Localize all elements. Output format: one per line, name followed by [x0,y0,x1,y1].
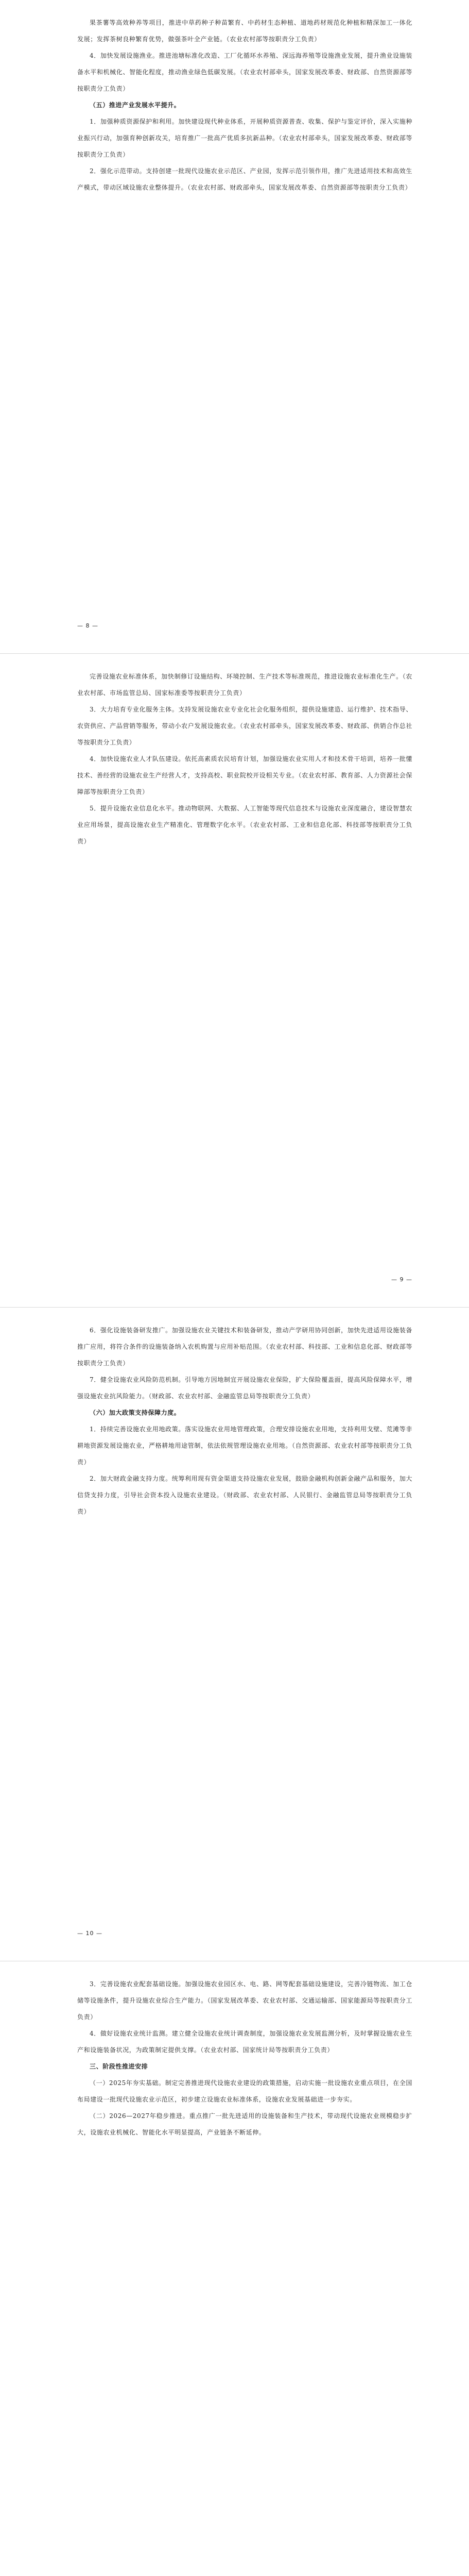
page-number: — 10 — [77,1930,102,1937]
paragraph: （一）2025年夯实基础。制定完善推进现代设施农业建设的政策措施，启动实施一批设施农业重点项目，在全国布局建设一批现代设施农业示范区，初步建立设施农业标准体系，设施农业发展基础进一步夯实。 [77,2079,412,2103]
paragraph: 6．强化设施装备研发推广。加强设施农业关键技术和装备研发，推动产学研用协同创新，加快先进适用设施装备推广应用，将符合条件的设施装备纳入农机购置与应用补贴范围。（农业农村部、科技部、工业和信息化部、财政部等按职责分工负责） [77,1327,412,1367]
paragraph: 完善设施农业标准体系，加快制修订设施结构、环境控制、生产技术等标准规范，推进设施农业标准化生产。（农业农村部、市场监管总局、国家标准委等按职责分工负责） [77,673,412,697]
paragraph: 5．提升设施农业信息化水平。推动物联网、大数据、人工智能等现代信息技术与设施农业深度融合，建设智慧农业应用场景，提高设施农业生产精准化、管理数字化水平。（农业农村部、工业和信息化部、科技部等按职责分工负责） [77,805,412,845]
paragraph: 4．加快设施农业人才队伍建设。依托高素质农民培育计划，加强设施农业实用人才和技术骨干培训，培养一批懂技术、善经营的设施农业生产经营人才，支持高校、职业院校开设相关专业。（农业农村部、教育部、人力资源社会保障部等按职责分工负责） [77,755,412,795]
page-number-value: 9 [399,1276,404,1283]
section-heading: （五）推进产业发展水平提升。 [90,101,181,109]
document-page [0,1961,469,2576]
page-body [77,668,412,850]
paragraph: 7．健全设施农业风险防范机制。引导地方因地制宜开展设施农业保险，扩大保险覆盖面，提高风险保障水平，增强设施农业抗风险能力。（财政部、农业农村部、金融监管总局等按职责分工负责） [77,1376,412,1400]
section-heading: 三、阶段性推进安排 [90,2063,148,2070]
paragraph: 4．加快发展设施渔业。推进池塘标准化改造、工厂化循环水养殖、深远海养殖等设施渔业发展，提升渔业设施装备水平和机械化、智能化程度，推动渔业绿色低碳发展。（农业农村部牵头，国家发展改革委、财政部、自然资源部等按职责分工负责） [77,52,412,92]
document-page [0,0,469,653]
document-page [0,1308,469,1961]
page-number-value: 8 [85,622,90,629]
paragraph: 1．持续完善设施农业用地政策。落实设施农业用地管理政策，合理安排设施农业用地，支持利用戈壁、荒滩等非耕地资源发展设施农业，严格耕地用途管制，依法依规管理设施农业用地。（自然资源部、农业农村部等按职责分工负责） [77,1426,412,1466]
paragraph: 2．强化示范带动。支持创建一批现代设施农业示范区、产业园，发挥示范引领作用，推广先进适用技术和高效生产模式，带动区域设施农业整体提升。（农业农村部、财政部牵头，国家发展改革委、自然资源部等按职责分工负责） [77,167,412,191]
paragraph: 3．完善设施农业配套基础设施。加强设施农业园区水、电、路、网等配套基础设施建设，完善冷链物流、加工仓储等设施条件，提升设施农业综合生产能力。（国家发展改革委、农业农村部、交通运输部、国家能源局等按职责分工负责） [77,1980,412,2021]
document-page [0,654,469,1307]
paragraph: 2．加大财政金融支持力度。统筹利用现有资金渠道支持设施农业发展，鼓励金融机构创新金融产品和服务，加大信贷支持力度，引导社会资本投入设施农业建设。（财政部、农业农村部、人民银行、金融监管总局等按职责分工负责） [77,1475,412,1515]
page-body [77,1322,412,1520]
page-body [77,1976,412,2141]
paragraph: 4．做好设施农业统计监测。建立健全设施农业统计调查制度，加强设施农业发展监测分析，及时掌握设施农业生产和设施装备状况，为政策制定提供支撑。（农业农村部、国家统计局等按职责分工负责） [77,2030,412,2054]
page-number-value: 10 [85,1930,94,1937]
paragraph: （二）2026—2027年稳步推进。重点推广一批先进适用的设施装备和生产技术，带动现代设施农业规模稳步扩大，设施农业机械化、智能化水平明显提高，产业链条不断延伸。 [77,2112,412,2136]
paragraph: 果茶薯等高效种养等项目，推进中草药种子种苗繁育、中药材生态种植、道地药材规范化种植和精深加工一体化发展；发挥茶树良种繁育优势，做强茶叶全产业链。（农业农村部等按职责分工负责） [77,19,412,43]
page-number: — 8 — [77,622,98,629]
paragraph: 3．大力培育专业化服务主体。支持发展设施农业专业化社会化服务组织，提供设施建造、运行维护、技术指导、农资供应、产品营销等服务，带动小农户发展设施农业。（农业农村部牵头，国家发展改革委、财政部、供销合作总社等按职责分工负责） [77,706,412,746]
paragraph: 1．加强种质资源保护和利用。加快建设现代种业体系，开展种质资源普查、收集、保护与鉴定评价，深入实施种业振兴行动，加强育种创新攻关，培育推广一批高产优质多抗新品种。（农业农村部牵头，国家发展改革委、财政部等按职责分工负责） [77,118,412,158]
section-heading: （六）加大政策支持保障力度。 [90,1409,181,1416]
page-body [77,14,412,196]
page-number: — 9 — [391,1276,412,1283]
